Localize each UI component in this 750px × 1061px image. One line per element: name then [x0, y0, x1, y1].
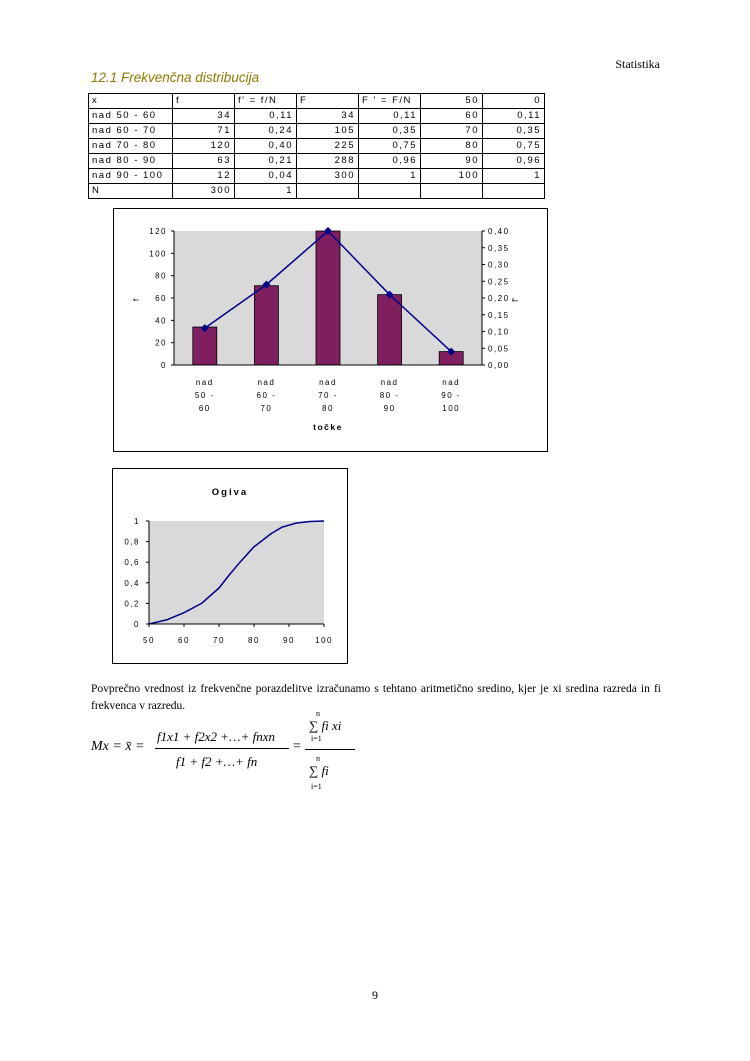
running-header: Statistika	[615, 57, 660, 71]
x-tick-label: 70	[260, 404, 273, 413]
table-cell: N	[89, 184, 173, 199]
table-cell: 1	[235, 184, 297, 199]
y-tick-label-left: 60	[155, 294, 167, 303]
table-cell: 1	[359, 169, 421, 184]
table-header-cell: 50	[421, 94, 483, 109]
sum-upper-limit: n	[316, 709, 320, 718]
y-axis-title-left: f	[132, 298, 141, 302]
y-tick-label-right: 0,25	[488, 277, 510, 287]
table-total-row	[89, 184, 545, 199]
x-tick-label: 60	[198, 404, 211, 413]
histogram-bar	[254, 286, 278, 365]
table-cell	[297, 184, 359, 199]
table-cell: 34	[297, 109, 359, 124]
table-cell: 300	[173, 184, 235, 199]
x-tick-label: 50	[143, 636, 155, 645]
y-tick-label-right: 0,20	[488, 294, 510, 303]
x-tick-label: 70 -	[318, 391, 338, 400]
table-cell: nad 70 - 80	[89, 139, 173, 154]
table-cell: 71	[173, 124, 235, 139]
fraction-bar	[155, 748, 289, 749]
table-row	[89, 139, 545, 154]
table-cell: nad 60 - 70	[89, 124, 173, 139]
table-cell: 0,04	[235, 169, 297, 184]
y-tick-label-left: 120	[149, 227, 167, 236]
formula-sum-denominator: ∑ fi	[309, 763, 329, 778]
sum-lower-limit: i=1	[311, 782, 322, 791]
x-tick-label: 90	[383, 404, 396, 413]
table-header-row	[89, 94, 545, 109]
table-cell	[483, 184, 545, 199]
table-cell: 0,11	[483, 109, 545, 124]
formula-equals: =	[293, 739, 301, 754]
table-cell: 225	[297, 139, 359, 154]
x-tick-label: nad	[442, 378, 461, 387]
y-tick-label-right: 0,10	[488, 327, 510, 337]
y-tick-label-right: 0,05	[488, 344, 510, 354]
x-tick-label: 80	[248, 636, 260, 645]
page-number: 9	[372, 988, 378, 1002]
plot-area	[149, 521, 324, 624]
ogive-svg	[113, 469, 347, 663]
formula-lhs: Mx = x̄ =	[91, 739, 145, 754]
table-cell: 0,11	[235, 109, 297, 124]
table-cell: nad 80 - 90	[89, 154, 173, 169]
frequency-table	[88, 93, 545, 199]
x-tick-label: 60	[178, 636, 190, 645]
sum-fraction-bar	[305, 749, 355, 750]
formula-sum-numerator: ∑ fi xi	[309, 718, 342, 733]
x-tick-label: 100	[315, 636, 333, 645]
table-header-cell: f	[173, 94, 235, 109]
x-tick-label: 60 -	[256, 391, 277, 400]
table-cell: 100	[421, 169, 483, 184]
table-cell: 300	[297, 169, 359, 184]
chart-title: Ogiva	[211, 487, 249, 498]
formula-denominator: f1 + f2 +…+ fn	[176, 754, 258, 769]
table-header-cell: F ' = F/N	[359, 94, 421, 109]
sum-lower-limit: i=1	[311, 734, 322, 743]
y-tick-label: 0,2	[124, 599, 140, 609]
table-cell	[421, 184, 483, 199]
table-cell: nad 50 - 60	[89, 109, 173, 124]
table-header-cell: F	[297, 94, 359, 109]
table-cell: 0,24	[235, 124, 297, 139]
table-header-cell: 0	[483, 94, 545, 109]
body-paragraph: Povprečno vrednost iz frekvenčne porazdelitve izračunamo s tehtano aritmetično sredino, kjer je xi sredina razreda in fi frekvenca v razredu.	[91, 683, 661, 712]
section-title: 12.1 Frekvenčna distribucija	[91, 70, 260, 85]
table-cell: 0,96	[483, 154, 545, 169]
y-tick-label-right: 0,00	[488, 361, 510, 370]
y-tick-label-right: 0,35	[488, 243, 510, 253]
histogram-bar	[193, 327, 217, 365]
table-cell: 0,75	[483, 139, 545, 154]
table-cell: 80	[421, 139, 483, 154]
x-tick-label: 80 -	[379, 391, 400, 400]
table-cell: 0,35	[483, 124, 545, 139]
y-tick-label-right: 0,40	[488, 227, 510, 236]
x-tick-label: 50 -	[194, 391, 215, 400]
x-tick-label: 80	[322, 404, 334, 413]
table-cell	[359, 184, 421, 199]
table-cell: 1	[483, 169, 545, 184]
table-cell: 288	[297, 154, 359, 169]
x-tick-label: 100	[442, 404, 461, 413]
y-tick-label: 0	[134, 620, 140, 629]
table-cell: 105	[297, 124, 359, 139]
table-cell: 63	[173, 154, 235, 169]
table-header-cell: f' = f/N	[235, 94, 297, 109]
histogram-bar	[316, 231, 340, 365]
table-cell: 0,75	[359, 139, 421, 154]
y-tick-label-left: 80	[155, 271, 167, 281]
x-axis-title: točke	[313, 422, 343, 432]
table-cell: 0,40	[235, 139, 297, 154]
table-cell: 12	[173, 169, 235, 184]
histogram-svg	[114, 209, 547, 451]
sum-upper-limit: n	[316, 754, 320, 763]
table-cell: 90	[421, 154, 483, 169]
x-tick-label: nad	[257, 378, 276, 387]
y-tick-label: 0,6	[124, 558, 140, 568]
table-header-cell: x	[89, 94, 173, 109]
table-row	[89, 109, 545, 124]
histogram-chart	[113, 208, 548, 452]
y-tick-label-left: 20	[155, 338, 167, 348]
y-tick-label-right: 0,15	[488, 310, 510, 320]
table-row	[89, 154, 545, 169]
table-cell: 0,35	[359, 124, 421, 139]
table-cell: 60	[421, 109, 483, 124]
y-tick-label-right: 0,30	[488, 260, 510, 270]
x-tick-label: 90	[283, 636, 295, 645]
table-cell: 0,96	[359, 154, 421, 169]
x-tick-label: nad	[195, 378, 214, 387]
table-cell: 0,11	[359, 109, 421, 124]
x-tick-label: nad	[319, 378, 337, 387]
y-axis-title-right: f'	[511, 298, 520, 302]
histogram-bar	[378, 295, 402, 365]
x-tick-label: 70	[213, 636, 225, 645]
table-row	[89, 169, 545, 184]
table-cell: 34	[173, 109, 235, 124]
y-tick-label: 1	[134, 517, 140, 526]
weighted-mean-formula	[91, 709, 391, 802]
table-row	[89, 124, 545, 139]
x-tick-label: 90 -	[441, 391, 462, 400]
y-tick-label: 0,4	[124, 578, 140, 588]
y-tick-label: 0,8	[124, 537, 140, 547]
y-tick-label-left: 100	[149, 249, 167, 259]
table-cell: 120	[173, 139, 235, 154]
formula-numerator: f1x1 + f2x2 +…+ fnxn	[157, 729, 276, 744]
x-tick-label: nad	[380, 378, 399, 387]
y-tick-label-left: 40	[155, 316, 167, 326]
table-cell: 0,21	[235, 154, 297, 169]
y-tick-label-left: 0	[161, 361, 167, 370]
table-cell: nad 90 - 100	[89, 169, 173, 184]
ogive-chart	[112, 468, 348, 664]
table-cell: 70	[421, 124, 483, 139]
